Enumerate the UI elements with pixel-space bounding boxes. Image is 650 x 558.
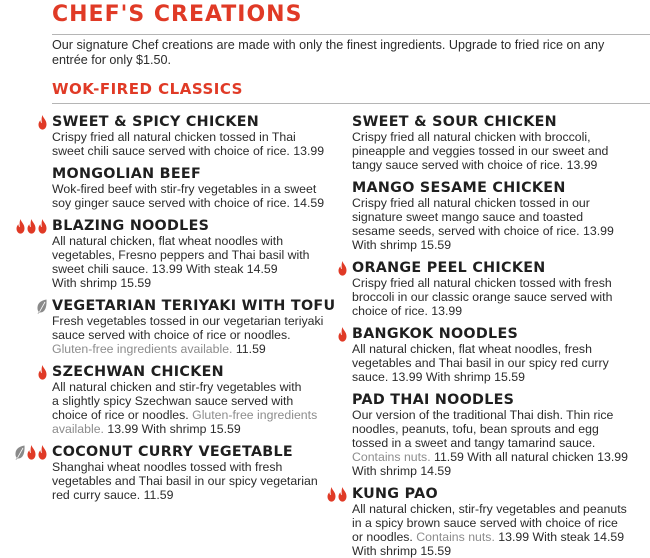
description-line: All natural chicken, stir-fry vegetables and peanuts (352, 502, 627, 516)
menu-item-coconut-curry-vegetable (52, 444, 342, 502)
description-line: vegetables and Thai basil in our spicy red curry (352, 356, 609, 370)
spice-icons (8, 115, 48, 130)
item-name: ORANGE PEEL CHICKEN (352, 260, 546, 276)
contains-nuts-note: Contains nuts. (416, 530, 495, 544)
item-name: PAD THAI NOODLES (352, 392, 515, 408)
item-description (352, 276, 642, 318)
description-line: Crispy fried all natural chicken tossed with fresh (352, 276, 612, 290)
item-description (352, 130, 642, 172)
item-description (52, 314, 342, 356)
item-name: BLAZING NOODLES (52, 218, 210, 234)
item-name: SWEET & SOUR CHICKEN (352, 114, 557, 130)
spice-icons (308, 261, 348, 276)
menu-item-sweet-spicy-chicken (52, 114, 342, 158)
flame-icon (337, 327, 348, 342)
spice-icons (8, 219, 48, 234)
leaf-icon (36, 299, 48, 314)
price-text: 13.99 With steak 14.59 (494, 530, 625, 544)
item-name: MANGO SESAME CHICKEN (352, 180, 566, 196)
description-line: Our version of the traditional Thai dish. Thin rice (352, 408, 614, 422)
menu-item-mongolian-beef (52, 166, 342, 210)
flame-icon (26, 445, 37, 460)
flame-icon (37, 365, 48, 380)
menu-item-sweet-sour-chicken (352, 114, 642, 172)
item-name: SWEET & SPICY CHICKEN (52, 114, 260, 130)
flame-icon (337, 487, 348, 502)
item-description (52, 460, 342, 502)
item-name: MONGOLIAN BEEF (52, 166, 202, 182)
spice-icons (308, 487, 348, 502)
description-line: in a spicy brown sauce served with choice of rice (352, 516, 618, 530)
item-description (352, 342, 642, 384)
menu-item-vegetarian-teriyaki-tofu (52, 298, 342, 356)
section-title: WOK-FIRED CLASSICS (52, 80, 243, 98)
description-line: pineapple and veggies tossed in our sweet and (352, 144, 609, 158)
menu-item-kung-pao (352, 486, 642, 558)
item-description (52, 182, 342, 210)
description-line: Wok-fired beef with stir-fry vegetables in a sweet (52, 182, 317, 196)
description-line: vegetables, Fresno peppers and Thai basil with (52, 248, 310, 262)
diet-icons (8, 299, 48, 314)
item-name: COCONUT CURRY VEGETABLE (52, 444, 293, 460)
flame-icon (37, 219, 48, 234)
description-line: All natural chicken, flat wheat noodles, fresh (352, 342, 592, 356)
flame-icon (15, 219, 26, 234)
description-line: vegetables and Thai basil in our spicy vegetarian (52, 474, 318, 488)
menu-item-blazing-noodles (52, 218, 342, 290)
description-line: With shrimp 14.59 (352, 464, 452, 478)
description-line: soy ginger sauce served with choice of rice. 14.59 (52, 196, 325, 210)
item-description (52, 380, 342, 436)
intro-text: Our signature Chef creations are made with only the finest ingredients. Upgrade to fried rice on any entrée for only $1.50. (52, 38, 605, 67)
flame-icon (326, 487, 337, 502)
contains-nuts-note: Contains nuts. (352, 450, 431, 464)
description-line: red curry sauce. 11.59 (52, 488, 174, 502)
gluten-free-note: available. (52, 422, 104, 436)
description-line: or noodles. (352, 530, 417, 544)
description-line: a slightly spicy Szechwan sauce served with (52, 394, 294, 408)
description-line: signature sweet mango sauce and toasted (352, 210, 584, 224)
description-line: sauce served with choice of rice or noodles. (52, 328, 291, 342)
description-line: choice of rice or noodles. (52, 408, 193, 422)
description-line: With shrimp 15.59 (352, 544, 452, 558)
description-line: Shanghai wheat noodles tossed with fresh (52, 460, 283, 474)
description-line: choice of rice. 13.99 (352, 304, 463, 318)
price-text: 11.59 With all natural chicken 13.99 (430, 450, 628, 464)
description-line: Fresh vegetables tossed in our vegetarian teriyaki (52, 314, 324, 328)
description-line: All natural chicken and stir-fry vegetables with (52, 380, 302, 394)
spice-icons (8, 365, 48, 380)
description-line: sweet chili sauce served with choice of rice. 13.99 (52, 144, 325, 158)
description-line: broccoli in our classic orange sauce served with (352, 290, 613, 304)
menu-item-bangkok-noodles (352, 326, 642, 384)
spice-icons (308, 327, 348, 342)
leaf-icon (14, 445, 26, 460)
description-line: With shrimp 15.59 (52, 276, 152, 290)
item-description (52, 234, 342, 290)
item-description (52, 130, 342, 158)
item-name: BANGKOK NOODLES (352, 326, 519, 342)
price-text: 13.99 With shrimp 15.59 (103, 422, 241, 436)
gluten-free-note: Gluten-free ingredients available. (52, 342, 233, 356)
description-line: noodles, peanuts, tofu, bean sprouts and egg (352, 422, 599, 436)
menu-item-pad-thai-noodles (352, 392, 642, 478)
description-line: sesame seeds, served with choice of rice. 13.99 (352, 224, 614, 238)
menu-item-mango-sesame-chicken (352, 180, 642, 252)
item-description (352, 502, 642, 558)
description-line: Crispy fried all natural chicken tossed in Thai (52, 130, 296, 144)
description-line: tangy sauce served with choice of rice. 13.99 (352, 158, 598, 172)
item-name: KUNG PAO (352, 486, 438, 502)
item-name: SZECHWAN CHICKEN (52, 364, 224, 380)
description-line: tossed in a sweet and tangy tamarind sauce. (352, 436, 596, 450)
page-title: CHEF'S CREATIONS (52, 2, 303, 27)
diet-spice-icons (8, 445, 48, 460)
flame-icon (37, 445, 48, 460)
flame-icon (37, 115, 48, 130)
price-text: 11.59 (232, 342, 266, 356)
title-divider (52, 34, 650, 35)
flame-icon (26, 219, 37, 234)
menu-item-orange-peel-chicken (352, 260, 642, 318)
item-name: VEGETARIAN TERIYAKI WITH TOFU (52, 298, 336, 314)
flame-icon (337, 261, 348, 276)
description-line: Crispy fried all natural chicken with broccoli, (352, 130, 591, 144)
item-description (352, 196, 642, 252)
gluten-free-note: Gluten-free ingredients (192, 408, 318, 422)
menu-item-szechwan-chicken (52, 364, 342, 436)
description-line: sweet chili sauce. 13.99 With steak 14.59 (52, 262, 278, 276)
description-line: With shrimp 15.59 (352, 238, 452, 252)
section-divider (52, 103, 650, 104)
item-description (352, 408, 642, 478)
description-line: Crispy fried all natural chicken tossed in our (352, 196, 590, 210)
description-line: sauce. 13.99 With shrimp 15.59 (352, 370, 525, 384)
description-line: All natural chicken, flat wheat noodles with (52, 234, 284, 248)
